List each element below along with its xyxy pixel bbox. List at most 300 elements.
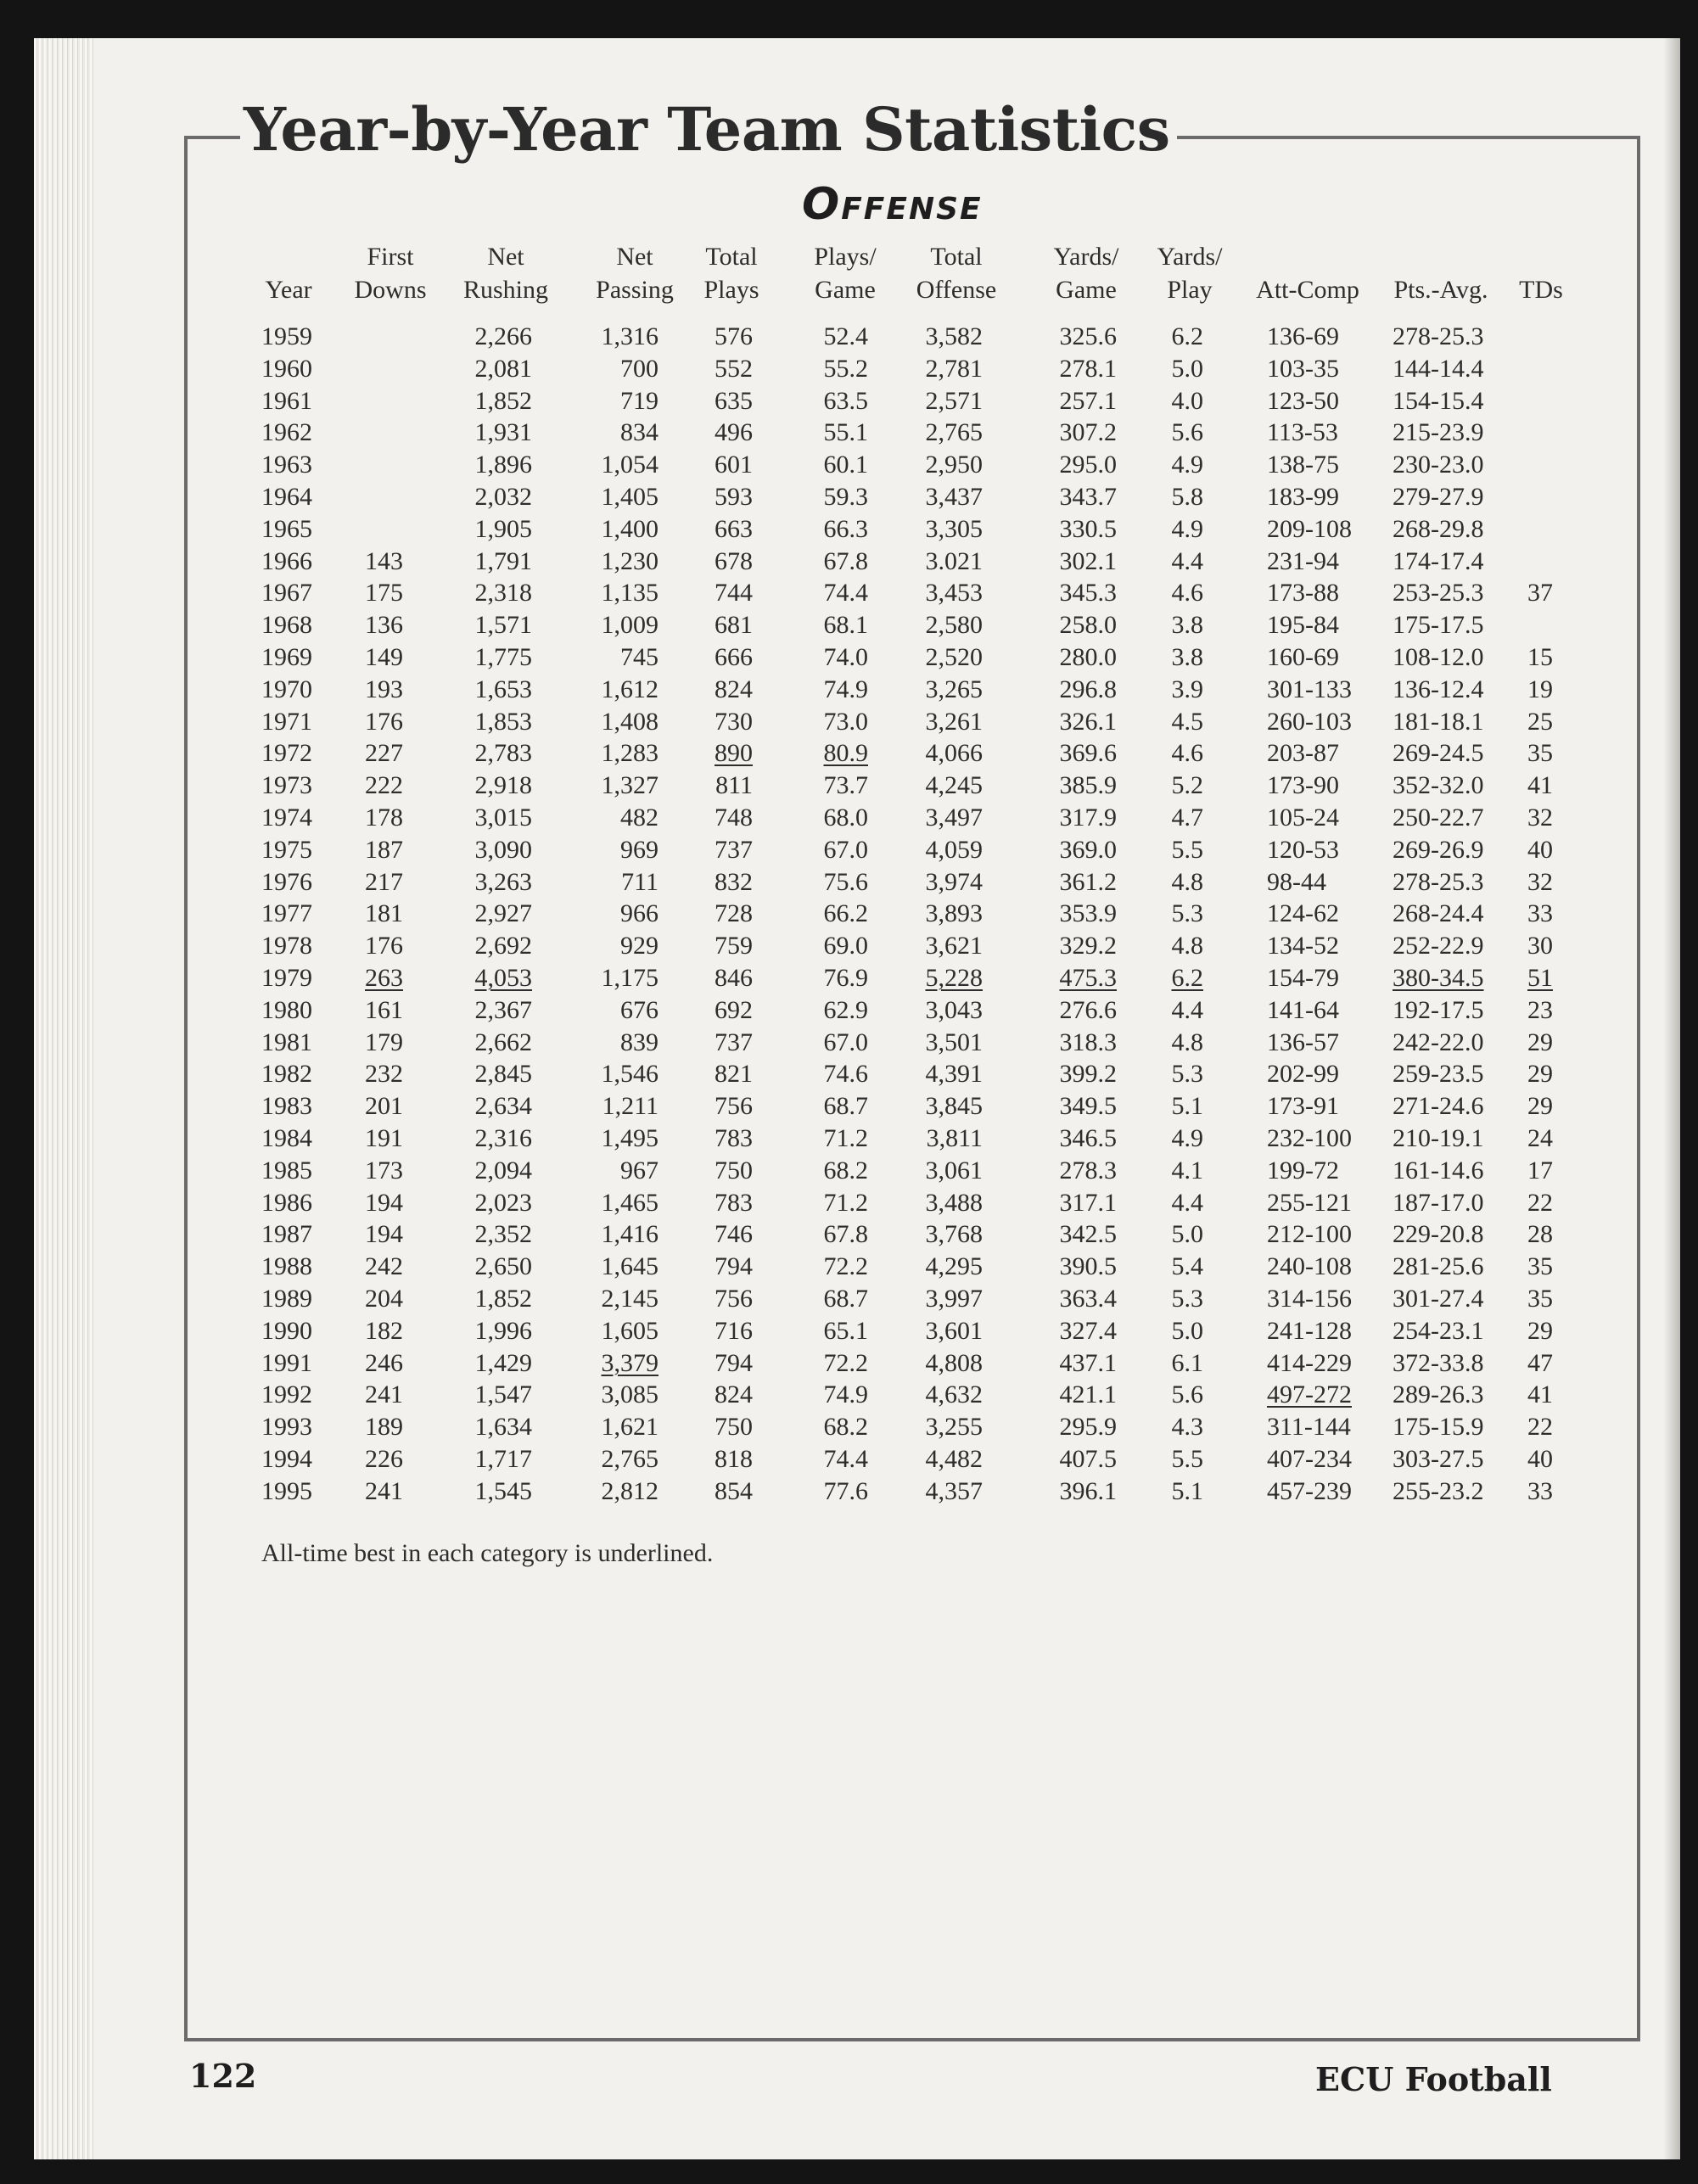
cell-net-rushing: 1,896 — [474, 451, 532, 479]
cell-year: 1962 — [261, 418, 312, 447]
cell-yards-play: 4.4 — [1171, 546, 1203, 575]
cell-total-offense: 3,497 — [925, 804, 983, 832]
cell-att-comp: 497-272 — [1267, 1380, 1352, 1409]
cell-yards-play: 4.8 — [1171, 867, 1203, 896]
cell-net-passing: 839 — [620, 1028, 658, 1056]
cell-att-comp: 457-239 — [1267, 1476, 1352, 1505]
cell-first-downs: 176 — [365, 932, 403, 960]
cell-yards-play: 4.0 — [1171, 386, 1203, 415]
table-row — [0, 417, 1698, 449]
cell-total-offense: 4,245 — [925, 771, 983, 800]
column-header-line2: Passing — [596, 276, 674, 304]
cell-yards-play: 5.5 — [1171, 1445, 1203, 1473]
cell-yards-game: 258.0 — [1059, 611, 1117, 640]
cell-year: 1977 — [261, 899, 312, 928]
cell-net-passing: 1,135 — [601, 579, 658, 608]
column-header-yards-play — [1157, 240, 1223, 306]
cell-plays-game: 71.2 — [823, 1188, 868, 1217]
cell-total-offense: 3,893 — [925, 899, 983, 928]
cell-yards-game: 399.2 — [1059, 1060, 1117, 1089]
cell-att-comp: 183-99 — [1267, 483, 1339, 511]
cell-pts-avg: 187-17.0 — [1393, 1188, 1484, 1217]
cell-tds: 28 — [1527, 1220, 1553, 1249]
cell-total-offense: 3,043 — [925, 995, 983, 1024]
table-row — [0, 481, 1698, 513]
cell-total-plays: 854 — [715, 1476, 753, 1505]
cell-tds: 24 — [1527, 1124, 1553, 1152]
cell-total-offense: 3.021 — [925, 546, 983, 575]
cell-yards-game: 396.1 — [1059, 1476, 1117, 1505]
cell-net-rushing: 1,547 — [474, 1380, 532, 1409]
column-header-yards-game — [1054, 240, 1119, 306]
cell-year: 1992 — [261, 1380, 312, 1409]
cell-yards-play: 5.8 — [1171, 483, 1203, 511]
cell-pts-avg: 174-17.4 — [1393, 546, 1484, 575]
cell-att-comp: 138-75 — [1267, 451, 1339, 479]
cell-net-rushing: 1,905 — [474, 514, 532, 543]
cell-total-offense: 4,808 — [925, 1348, 983, 1377]
cell-year: 1965 — [261, 514, 312, 543]
table-row — [0, 321, 1698, 353]
cell-net-rushing: 2,662 — [474, 1028, 532, 1056]
column-header-net-passing — [596, 240, 674, 306]
cell-net-rushing: 1,853 — [474, 707, 532, 736]
cell-year: 1987 — [261, 1220, 312, 1249]
cell-total-plays: 750 — [715, 1156, 753, 1184]
cell-pts-avg: 230-23.0 — [1393, 451, 1484, 479]
cell-first-downs: 217 — [365, 867, 403, 896]
column-header-att-comp — [1256, 240, 1359, 306]
cell-net-passing: 1,327 — [601, 771, 658, 800]
cell-total-offense: 4,482 — [925, 1445, 983, 1473]
column-header-line2: Plays — [703, 276, 759, 304]
cell-total-offense: 3,437 — [925, 483, 983, 511]
cell-net-passing: 1,400 — [601, 514, 658, 543]
cell-year: 1988 — [261, 1252, 312, 1281]
table-row — [0, 449, 1698, 481]
cell-total-plays: 818 — [715, 1445, 753, 1473]
cell-yards-play: 6.1 — [1171, 1348, 1203, 1377]
cell-yards-game: 361.2 — [1059, 867, 1117, 896]
cell-att-comp: 195-84 — [1267, 611, 1339, 640]
cell-att-comp: 113-53 — [1267, 418, 1338, 447]
table-row — [0, 674, 1698, 706]
cell-yards-game: 349.5 — [1059, 1092, 1117, 1121]
cell-total-plays: 593 — [715, 483, 753, 511]
cell-att-comp: 124-62 — [1267, 899, 1339, 928]
cell-net-passing: 967 — [620, 1156, 658, 1184]
cell-net-passing: 1,316 — [601, 322, 658, 350]
cell-total-plays: 744 — [715, 579, 753, 608]
column-header-line1: Total — [930, 243, 983, 271]
column-header-pts-avg — [1393, 240, 1488, 306]
column-header-line1: Plays/ — [814, 243, 877, 271]
cell-plays-game: 76.9 — [823, 964, 868, 992]
cell-plays-game: 74.6 — [823, 1060, 868, 1089]
cell-yards-game: 318.3 — [1059, 1028, 1117, 1056]
cell-att-comp: 255-121 — [1267, 1188, 1352, 1217]
cell-year: 1970 — [261, 675, 312, 703]
cell-tds: 51 — [1527, 964, 1553, 992]
cell-total-offense: 3,453 — [925, 579, 983, 608]
table-row — [0, 994, 1698, 1027]
cell-tds: 29 — [1527, 1060, 1553, 1089]
cell-att-comp: 141-64 — [1267, 995, 1339, 1024]
cell-att-comp: 173-91 — [1267, 1092, 1339, 1121]
cell-yards-game: 385.9 — [1059, 771, 1117, 800]
cell-net-rushing: 1,791 — [474, 546, 532, 575]
cell-total-plays: 692 — [715, 995, 753, 1024]
cell-yards-game: 346.5 — [1059, 1124, 1117, 1152]
cell-net-rushing: 1,634 — [474, 1413, 532, 1442]
cell-tds: 40 — [1527, 835, 1553, 864]
cell-yards-game: 302.1 — [1059, 546, 1117, 575]
cell-plays-game: 63.5 — [823, 386, 868, 415]
cell-plays-game: 60.1 — [823, 451, 868, 479]
cell-pts-avg: 253-25.3 — [1393, 579, 1484, 608]
cell-total-plays: 821 — [715, 1060, 753, 1089]
cell-yards-game: 407.5 — [1059, 1445, 1117, 1473]
footnote: All-time best in each category is underlined. — [261, 1539, 714, 1567]
cell-att-comp: 407-234 — [1267, 1445, 1352, 1473]
cell-net-rushing: 2,023 — [474, 1188, 532, 1217]
cell-plays-game: 67.0 — [823, 835, 868, 864]
cell-att-comp: 123-50 — [1267, 386, 1339, 415]
cell-pts-avg: 372-33.8 — [1393, 1348, 1484, 1377]
cell-yards-play: 4.4 — [1171, 1188, 1203, 1217]
cell-yards-play: 5.4 — [1171, 1252, 1203, 1281]
cell-total-plays: 783 — [715, 1188, 753, 1217]
cell-pts-avg: 281-25.6 — [1393, 1252, 1484, 1281]
table-row — [0, 1027, 1698, 1059]
cell-yards-game: 421.1 — [1059, 1380, 1117, 1409]
cell-yards-game: 295.9 — [1059, 1413, 1117, 1442]
cell-plays-game: 65.1 — [823, 1316, 868, 1345]
cell-first-downs: 176 — [365, 707, 403, 736]
cell-total-offense: 3,061 — [925, 1156, 983, 1184]
cell-total-plays: 794 — [715, 1252, 753, 1281]
cell-yards-game: 307.2 — [1059, 418, 1117, 447]
table-row — [0, 1058, 1698, 1090]
cell-net-passing: 1,405 — [601, 483, 658, 511]
cell-tds: 32 — [1527, 804, 1553, 832]
cell-pts-avg: 380-34.5 — [1393, 964, 1484, 992]
cell-pts-avg: 271-24.6 — [1393, 1092, 1484, 1121]
cell-plays-game: 71.2 — [823, 1124, 868, 1152]
cell-year: 1981 — [261, 1028, 312, 1056]
cell-total-offense: 2,781 — [925, 354, 983, 383]
cell-att-comp: 203-87 — [1267, 739, 1339, 768]
cell-pts-avg: 301-27.4 — [1393, 1285, 1484, 1313]
cell-total-plays: 890 — [715, 739, 753, 768]
cell-net-rushing: 1,545 — [474, 1476, 532, 1505]
cell-total-plays: 756 — [715, 1092, 753, 1121]
table-row — [0, 1411, 1698, 1443]
cell-first-downs: 204 — [365, 1285, 403, 1313]
cell-net-passing: 1,546 — [601, 1060, 658, 1089]
cell-yards-play: 5.6 — [1171, 418, 1203, 447]
cell-first-downs: 201 — [365, 1092, 403, 1121]
cell-plays-game: 55.1 — [823, 418, 868, 447]
cell-att-comp: 301-133 — [1267, 675, 1352, 703]
cell-net-passing: 1,465 — [601, 1188, 658, 1217]
cell-pts-avg: 175-17.5 — [1393, 611, 1484, 640]
cell-net-rushing: 2,650 — [474, 1252, 532, 1281]
cell-yards-play: 5.3 — [1171, 899, 1203, 928]
cell-net-rushing: 2,783 — [474, 739, 532, 768]
cell-yards-play: 5.0 — [1171, 1220, 1203, 1249]
cell-yards-game: 343.7 — [1059, 483, 1117, 511]
column-header-line1 — [265, 240, 311, 273]
cell-plays-game: 72.2 — [823, 1252, 868, 1281]
table-row — [0, 770, 1698, 802]
cell-year: 1971 — [261, 707, 312, 736]
footer-title: ECU Football — [1315, 2060, 1552, 2098]
cell-net-rushing: 3,263 — [474, 867, 532, 896]
cell-yards-play: 3.8 — [1171, 643, 1203, 671]
cell-net-rushing: 2,927 — [474, 899, 532, 928]
cell-total-plays: 756 — [715, 1285, 753, 1313]
cell-att-comp: 105-24 — [1267, 804, 1339, 832]
cell-first-downs: 232 — [365, 1060, 403, 1089]
cell-net-rushing: 2,266 — [474, 322, 532, 350]
cell-total-offense: 3,265 — [925, 675, 983, 703]
cell-att-comp: 103-35 — [1267, 354, 1339, 383]
table-row — [0, 1187, 1698, 1219]
cell-plays-game: 67.0 — [823, 1028, 868, 1056]
column-header-line2: Att-Comp — [1256, 276, 1359, 304]
cell-first-downs: 191 — [365, 1124, 403, 1152]
cell-pts-avg: 154-15.4 — [1393, 386, 1484, 415]
cell-net-passing: 1,612 — [601, 675, 658, 703]
cell-total-plays: 794 — [715, 1348, 753, 1377]
cell-year: 1967 — [261, 579, 312, 608]
cell-total-offense: 3,601 — [925, 1316, 983, 1345]
cell-first-downs: 178 — [365, 804, 403, 832]
column-header-line1: Total — [705, 243, 758, 271]
cell-yards-game: 437.1 — [1059, 1348, 1117, 1377]
column-header-plays-game — [814, 240, 876, 306]
cell-net-passing: 969 — [620, 835, 658, 864]
cell-plays-game: 77.6 — [823, 1476, 868, 1505]
cell-year: 1973 — [261, 771, 312, 800]
cell-year: 1961 — [261, 386, 312, 415]
cell-net-passing: 966 — [620, 899, 658, 928]
cell-total-offense: 3,488 — [925, 1188, 983, 1217]
cell-net-passing: 834 — [620, 418, 658, 447]
cell-first-downs: 182 — [365, 1316, 403, 1345]
cell-yards-play: 4.9 — [1171, 514, 1203, 543]
cell-first-downs: 175 — [365, 579, 403, 608]
column-header-line1: Yards/ — [1053, 243, 1119, 271]
cell-total-offense: 2,580 — [925, 611, 983, 640]
cell-net-rushing: 1,852 — [474, 386, 532, 415]
column-header-line1 — [1256, 240, 1359, 273]
cell-net-passing: 676 — [620, 995, 658, 1024]
cell-total-offense: 3,582 — [925, 322, 983, 350]
table-row — [0, 1123, 1698, 1155]
page-title: Year-by-Year Team Statistics — [240, 100, 1177, 160]
cell-total-plays: 846 — [715, 964, 753, 992]
cell-yards-game: 278.3 — [1059, 1156, 1117, 1184]
cell-pts-avg: 279-27.9 — [1393, 483, 1484, 511]
cell-att-comp: 136-57 — [1267, 1028, 1339, 1056]
cell-year: 1972 — [261, 739, 312, 768]
cell-first-downs: 194 — [365, 1188, 403, 1217]
cell-yards-play: 4.8 — [1171, 932, 1203, 960]
cell-att-comp: 260-103 — [1267, 707, 1352, 736]
cell-yards-play: 4.9 — [1171, 451, 1203, 479]
cell-tds: 15 — [1527, 643, 1553, 671]
cell-att-comp: 241-128 — [1267, 1316, 1352, 1345]
cell-tds: 32 — [1527, 867, 1553, 896]
cell-yards-game: 369.6 — [1059, 739, 1117, 768]
cell-pts-avg: 250-22.7 — [1393, 804, 1484, 832]
column-header-net-rushing — [463, 240, 548, 306]
cell-tds: 17 — [1527, 1156, 1553, 1184]
cell-net-passing: 1,416 — [601, 1220, 658, 1249]
cell-first-downs: 143 — [365, 546, 403, 575]
cell-total-offense: 4,059 — [925, 835, 983, 864]
cell-year: 1993 — [261, 1413, 312, 1442]
cell-yards-game: 353.9 — [1059, 899, 1117, 928]
table-row — [0, 1283, 1698, 1315]
cell-net-passing: 711 — [621, 867, 658, 896]
cell-att-comp: 231-94 — [1267, 546, 1339, 575]
cell-first-downs: 181 — [365, 899, 403, 928]
cell-total-plays: 832 — [715, 867, 753, 896]
cell-yards-game: 363.4 — [1059, 1285, 1117, 1313]
cell-total-plays: 635 — [715, 386, 753, 415]
cell-total-offense: 2,765 — [925, 418, 983, 447]
cell-net-rushing: 2,918 — [474, 771, 532, 800]
cell-tds: 35 — [1527, 739, 1553, 768]
column-header-line2: Pts.-Avg. — [1393, 276, 1488, 304]
table-row — [0, 1218, 1698, 1251]
cell-yards-play: 5.1 — [1171, 1092, 1203, 1121]
cell-att-comp: 212-100 — [1267, 1220, 1352, 1249]
column-header-line1 — [1519, 240, 1563, 273]
cell-yards-game: 342.5 — [1059, 1220, 1117, 1249]
table-row — [0, 930, 1698, 962]
cell-year: 1976 — [261, 867, 312, 896]
cell-pts-avg: 255-23.2 — [1393, 1476, 1484, 1505]
cell-pts-avg: 268-29.8 — [1393, 514, 1484, 543]
column-header-line2: Play — [1167, 276, 1213, 304]
cell-plays-game: 74.4 — [823, 579, 868, 608]
cell-total-plays: 552 — [715, 354, 753, 383]
cell-total-offense: 3,261 — [925, 707, 983, 736]
cell-att-comp: 240-108 — [1267, 1252, 1352, 1281]
cell-total-offense: 4,632 — [925, 1380, 983, 1409]
cell-net-rushing: 1,996 — [474, 1316, 532, 1345]
cell-att-comp: 173-90 — [1267, 771, 1339, 800]
column-header-total-plays — [703, 240, 759, 306]
table-row — [0, 577, 1698, 609]
cell-total-offense: 3,768 — [925, 1220, 983, 1249]
cell-plays-game: 74.4 — [823, 1445, 868, 1473]
cell-tds: 29 — [1527, 1316, 1553, 1345]
cell-total-offense: 3,305 — [925, 514, 983, 543]
cell-total-offense: 2,571 — [925, 386, 983, 415]
cell-total-plays: 737 — [715, 835, 753, 864]
cell-yards-game: 369.0 — [1059, 835, 1117, 864]
cell-plays-game: 68.2 — [823, 1413, 868, 1442]
cell-net-rushing: 2,352 — [474, 1220, 532, 1249]
cell-year: 1964 — [261, 483, 312, 511]
cell-total-plays: 746 — [715, 1220, 753, 1249]
table-row — [0, 1090, 1698, 1123]
table-row — [0, 513, 1698, 546]
cell-yards-play: 6.2 — [1171, 964, 1203, 992]
cell-year: 1968 — [261, 611, 312, 640]
cell-net-passing: 700 — [620, 354, 658, 383]
column-header-line1 — [1393, 240, 1488, 273]
cell-net-passing: 1,211 — [602, 1092, 658, 1121]
cell-pts-avg: 252-22.9 — [1393, 932, 1484, 960]
cell-att-comp: 202-99 — [1267, 1060, 1339, 1089]
cell-total-plays: 496 — [715, 418, 753, 447]
cell-pts-avg: 268-24.4 — [1393, 899, 1484, 928]
cell-total-plays: 716 — [715, 1316, 753, 1345]
cell-net-passing: 1,621 — [601, 1413, 658, 1442]
cell-yards-play: 4.5 — [1171, 707, 1203, 736]
cell-tds: 30 — [1527, 932, 1553, 960]
cell-net-rushing: 2,316 — [474, 1124, 532, 1152]
cell-net-passing: 745 — [620, 643, 658, 671]
table-row — [0, 353, 1698, 385]
cell-plays-game: 68.2 — [823, 1156, 868, 1184]
cell-net-rushing: 1,775 — [474, 643, 532, 671]
cell-first-downs: 263 — [365, 964, 403, 992]
table-row — [0, 802, 1698, 834]
cell-tds: 25 — [1527, 707, 1553, 736]
cell-total-plays: 730 — [715, 707, 753, 736]
cell-first-downs: 161 — [365, 995, 403, 1024]
table-row — [0, 834, 1698, 866]
cell-plays-game: 68.7 — [823, 1092, 868, 1121]
cell-pts-avg: 161-14.6 — [1393, 1156, 1484, 1184]
table-row — [0, 737, 1698, 770]
cell-year: 1960 — [261, 354, 312, 383]
cell-first-downs: 189 — [365, 1413, 403, 1442]
table-row — [0, 609, 1698, 641]
cell-plays-game: 67.8 — [823, 546, 868, 575]
table-row — [0, 706, 1698, 738]
cell-year: 1975 — [261, 835, 312, 864]
cell-pts-avg: 175-15.9 — [1393, 1413, 1484, 1442]
cell-net-passing: 1,175 — [601, 964, 658, 992]
cell-year: 1982 — [261, 1060, 312, 1089]
cell-att-comp: 134-52 — [1267, 932, 1339, 960]
column-header-line2: Offense — [916, 276, 997, 304]
cell-total-plays: 737 — [715, 1028, 753, 1056]
cell-year: 1979 — [261, 964, 312, 992]
cell-yards-game: 295.0 — [1059, 451, 1117, 479]
cell-net-passing: 3,379 — [601, 1348, 658, 1377]
table-row — [0, 546, 1698, 578]
cell-total-offense: 2,520 — [925, 643, 983, 671]
cell-total-plays: 748 — [715, 804, 753, 832]
cell-plays-game: 74.9 — [823, 1380, 868, 1409]
cell-first-downs: 226 — [365, 1445, 403, 1473]
cell-year: 1990 — [261, 1316, 312, 1345]
cell-yards-game: 276.6 — [1059, 995, 1117, 1024]
cell-net-rushing: 1,571 — [474, 611, 532, 640]
cell-yards-game: 390.5 — [1059, 1252, 1117, 1281]
cell-yards-play: 4.1 — [1171, 1156, 1203, 1184]
cell-net-rushing: 4,053 — [474, 964, 532, 992]
